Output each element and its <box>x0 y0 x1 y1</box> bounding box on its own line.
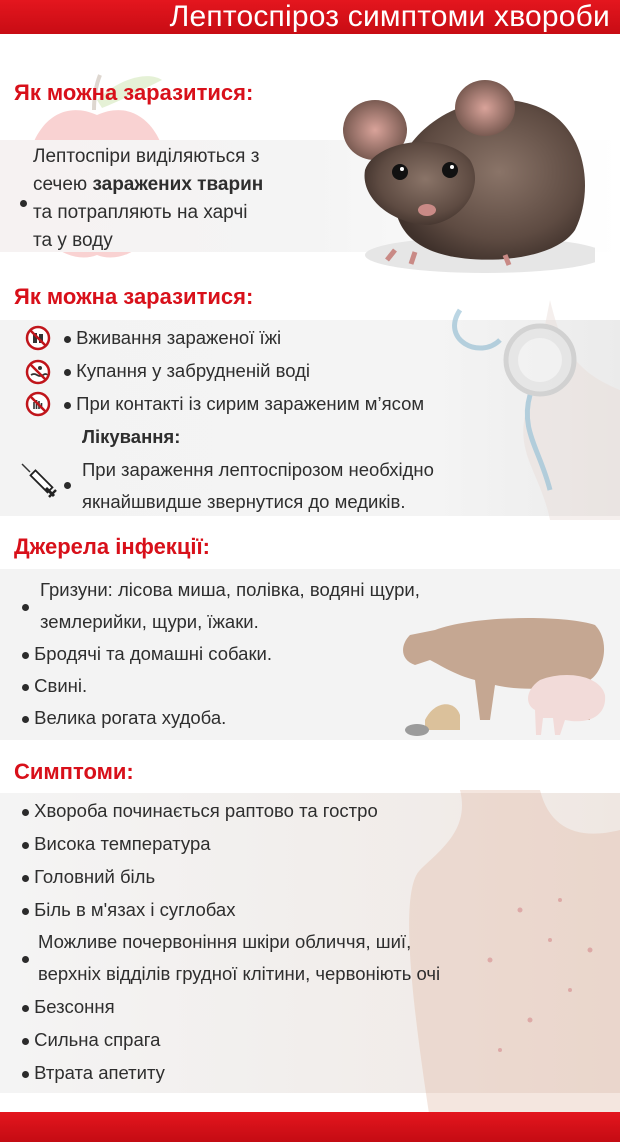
transmission-line-1: Лептоспіри виділяються з <box>33 146 260 167</box>
section-title-sources: Джерела інфекції: <box>14 534 210 559</box>
mouse-image <box>335 60 595 280</box>
list-item-text: Вживання зараженої їжі <box>76 327 282 348</box>
transmission-line-2 <box>33 171 263 199</box>
section-title-transmission: Як можна заразитися: <box>14 80 254 105</box>
transmission-line-3: та потрапляють на харчі <box>33 202 248 223</box>
list-item-text: Купання у забрудненій воді <box>76 360 311 381</box>
list-item <box>64 355 310 387</box>
no-food-icon <box>25 325 51 351</box>
list-item <box>22 702 226 734</box>
section-title-symptoms: Симптоми: <box>14 759 134 784</box>
source-line-1: Гризуни: лісова миша, полівка, водяні щури, <box>40 579 420 600</box>
animals-image <box>395 590 620 740</box>
transmission-text <box>33 143 263 255</box>
no-touch-icon <box>25 391 51 417</box>
treatment-line-2: якнайшвидше звернутися до медиків. <box>82 491 406 512</box>
list-item-text: Біль в м'язах і суглобах <box>34 899 236 920</box>
back-rash-image <box>400 790 620 1120</box>
list-item <box>64 322 281 354</box>
transmission-line-2-start: сечею <box>33 174 93 195</box>
list-item-text: Висока температура <box>34 833 211 854</box>
list-item-text: Велика рогата худоба. <box>34 707 227 728</box>
list-item <box>22 828 211 860</box>
treatment-line-1: При зараження лептоспірозом необхідно <box>82 459 434 480</box>
footer-bar <box>0 1112 620 1142</box>
transmission-line-4: та у воду <box>33 230 113 251</box>
list-item-text: Сильна спрага <box>34 1029 161 1050</box>
list-item <box>22 670 87 702</box>
list-item-text: Безсоння <box>34 996 115 1017</box>
list-item <box>22 894 235 926</box>
page-title: Лептоспіроз симптоми хвороби <box>0 0 620 34</box>
infected-animals-text: заражених тварин <box>92 174 264 195</box>
treatment-heading: Лікування: <box>82 426 181 447</box>
list-bullet <box>20 186 27 218</box>
list-item <box>64 388 424 420</box>
list-item <box>22 638 272 670</box>
list-item <box>22 795 378 827</box>
list-item <box>22 1024 160 1056</box>
list-item <box>22 1057 165 1089</box>
section-title-ways: Як можна заразитися: <box>14 284 254 309</box>
list-bullet <box>22 590 29 622</box>
symptom-line-1: Можливе почервоніння шкіри обличчя, шиї, <box>38 931 412 952</box>
list-item-text: Бродячі та домашні собаки. <box>34 643 273 664</box>
list-item <box>22 991 115 1023</box>
list-item-text: Хвороба починається раптово та гостро <box>34 800 378 821</box>
source-line-2: землерийки, щури, їжаки. <box>40 611 259 632</box>
list-item-text: При контакті із сирим зараженим м’ясом <box>76 393 425 414</box>
list-bullet <box>22 942 29 974</box>
symptom-line-2: верхніх відділів грудної клітини, червоніють очі <box>38 963 441 984</box>
no-swimming-icon <box>25 359 51 385</box>
list-item-text: Втрата апетиту <box>34 1062 165 1083</box>
list-bullet <box>64 468 71 500</box>
list-item-text: Свині. <box>34 675 88 696</box>
list-item-text: Головний біль <box>34 866 156 887</box>
stethoscope-image <box>420 300 620 520</box>
syringe-icon <box>18 460 60 502</box>
list-item <box>22 861 155 893</box>
